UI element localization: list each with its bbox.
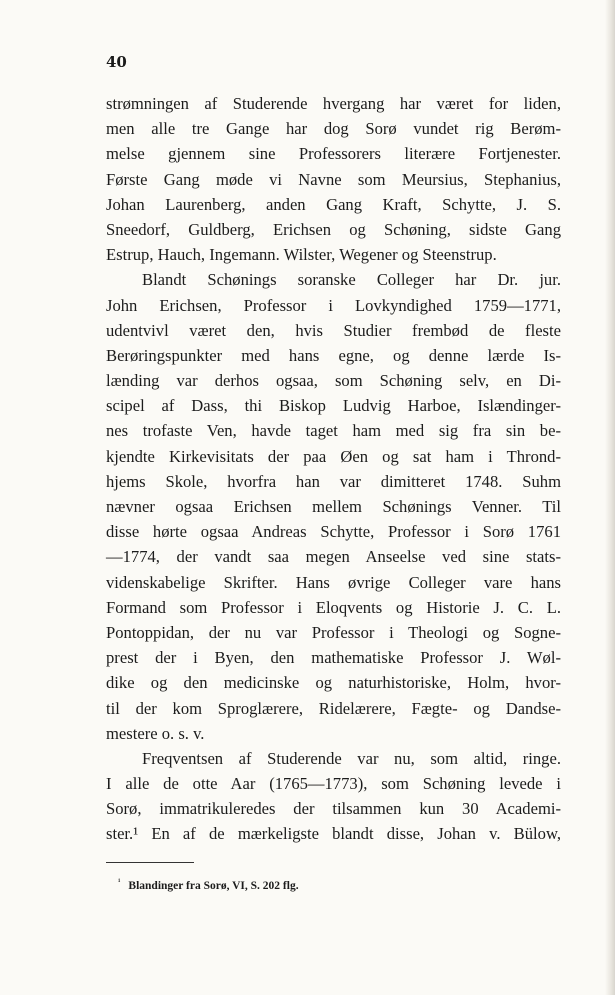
text-line: disse hørte ogsaa Andreas Schytte, Professor i Sorø 1761	[106, 522, 561, 542]
text-line: Johan Laurenberg, anden Gang Kraft, Schytte, J. S.	[106, 194, 561, 214]
text-line: ster.¹ En af de mærkeligste blandt disse, Johan v. Bülow,	[106, 824, 561, 844]
text-line: —1774, der vandt saa megen Anseelse ved sine stats-	[106, 547, 561, 567]
text-line: dike og den medicinske og naturhistoriske, Holm, hvor-	[106, 673, 561, 693]
text-line: hjems Skole, hvorfra han var dimitteret 1748. Suhm	[106, 471, 561, 491]
text-line: prest der i Byen, den mathematiske Professor J. Wøl-	[106, 648, 561, 668]
text-line: strømningen af Studerende hvergang har været for liden,	[106, 94, 561, 113]
text-line: Berøringspunkter med hans egne, og denne lærde Is-	[106, 345, 561, 365]
text-line: Blandt Schønings soranske Colleger har Dr. jur.	[142, 270, 561, 290]
page-edge	[605, 0, 615, 995]
footnote	[118, 877, 299, 892]
footnote-mark: ¹	[118, 877, 121, 886]
footnote-rule	[106, 862, 194, 863]
text-line: John Erichsen, Professor i Lovkyndighed 1759—1771,	[106, 295, 561, 315]
text-line: videnskabelige Skrifter. Hans øvrige Colleger vare hans	[106, 572, 561, 592]
text-line: Sorø, immatrikuleredes der tilsammen kun 30 Academi-	[106, 799, 561, 819]
text-line: Formand som Professor i Eloqvents og Historie J. C. L.	[106, 597, 561, 617]
text-line: Freqventsen af Studerende var nu, som altid, ringe.	[142, 748, 561, 768]
text-line: men alle tre Gange har dog Sorø vundet rig Berøm-	[106, 119, 561, 139]
text-line: lænding var derhos ogsaa, som Schøning selv, en Di-	[106, 371, 561, 391]
text-line: melse gjennem sine Professorers literære Fortjenester.	[106, 144, 561, 164]
text-line: udentvivl været den, hvis Studier frembød de fleste	[106, 320, 561, 340]
text-line: kjendte Kirkevisitats der paa Øen og sat ham i Thrond-	[106, 446, 561, 466]
text-line: Pontoppidan, der nu var Professor i Theologi og Sogne-	[106, 622, 561, 642]
text-line: scipel af Dass, thi Biskop Ludvig Harboe, Islændinger-	[106, 396, 561, 416]
page-number: 40	[106, 53, 127, 71]
text-line: til der kom Sproglærere, Ridelærere, Fægte- og Dandse-	[106, 698, 561, 718]
text-line: nævner ogsaa Erichsen mellem Schønings Venner. Til	[106, 497, 561, 516]
text-line: I alle de otte Aar (1765—1773), som Schøning levede i	[106, 774, 561, 794]
text-line: Første Gang møde vi Navne som Meursius, Stephanius,	[106, 169, 561, 189]
text-line: mestere o. s. v.	[106, 723, 205, 743]
text-line: nes trofaste Ven, havde taget ham med sig fra sin be-	[106, 421, 561, 441]
body-text	[106, 91, 561, 847]
footnote-text: Blandinger fra Sorø, VI, S. 202 flg.	[128, 879, 299, 892]
text-line: Estrup, Hauch, Ingemann. Wilster, Wegener og Steenstrup.	[106, 245, 497, 265]
text-line: Sneedorf, Guldberg, Erichsen og Schøning, sidste Gang	[106, 219, 561, 239]
